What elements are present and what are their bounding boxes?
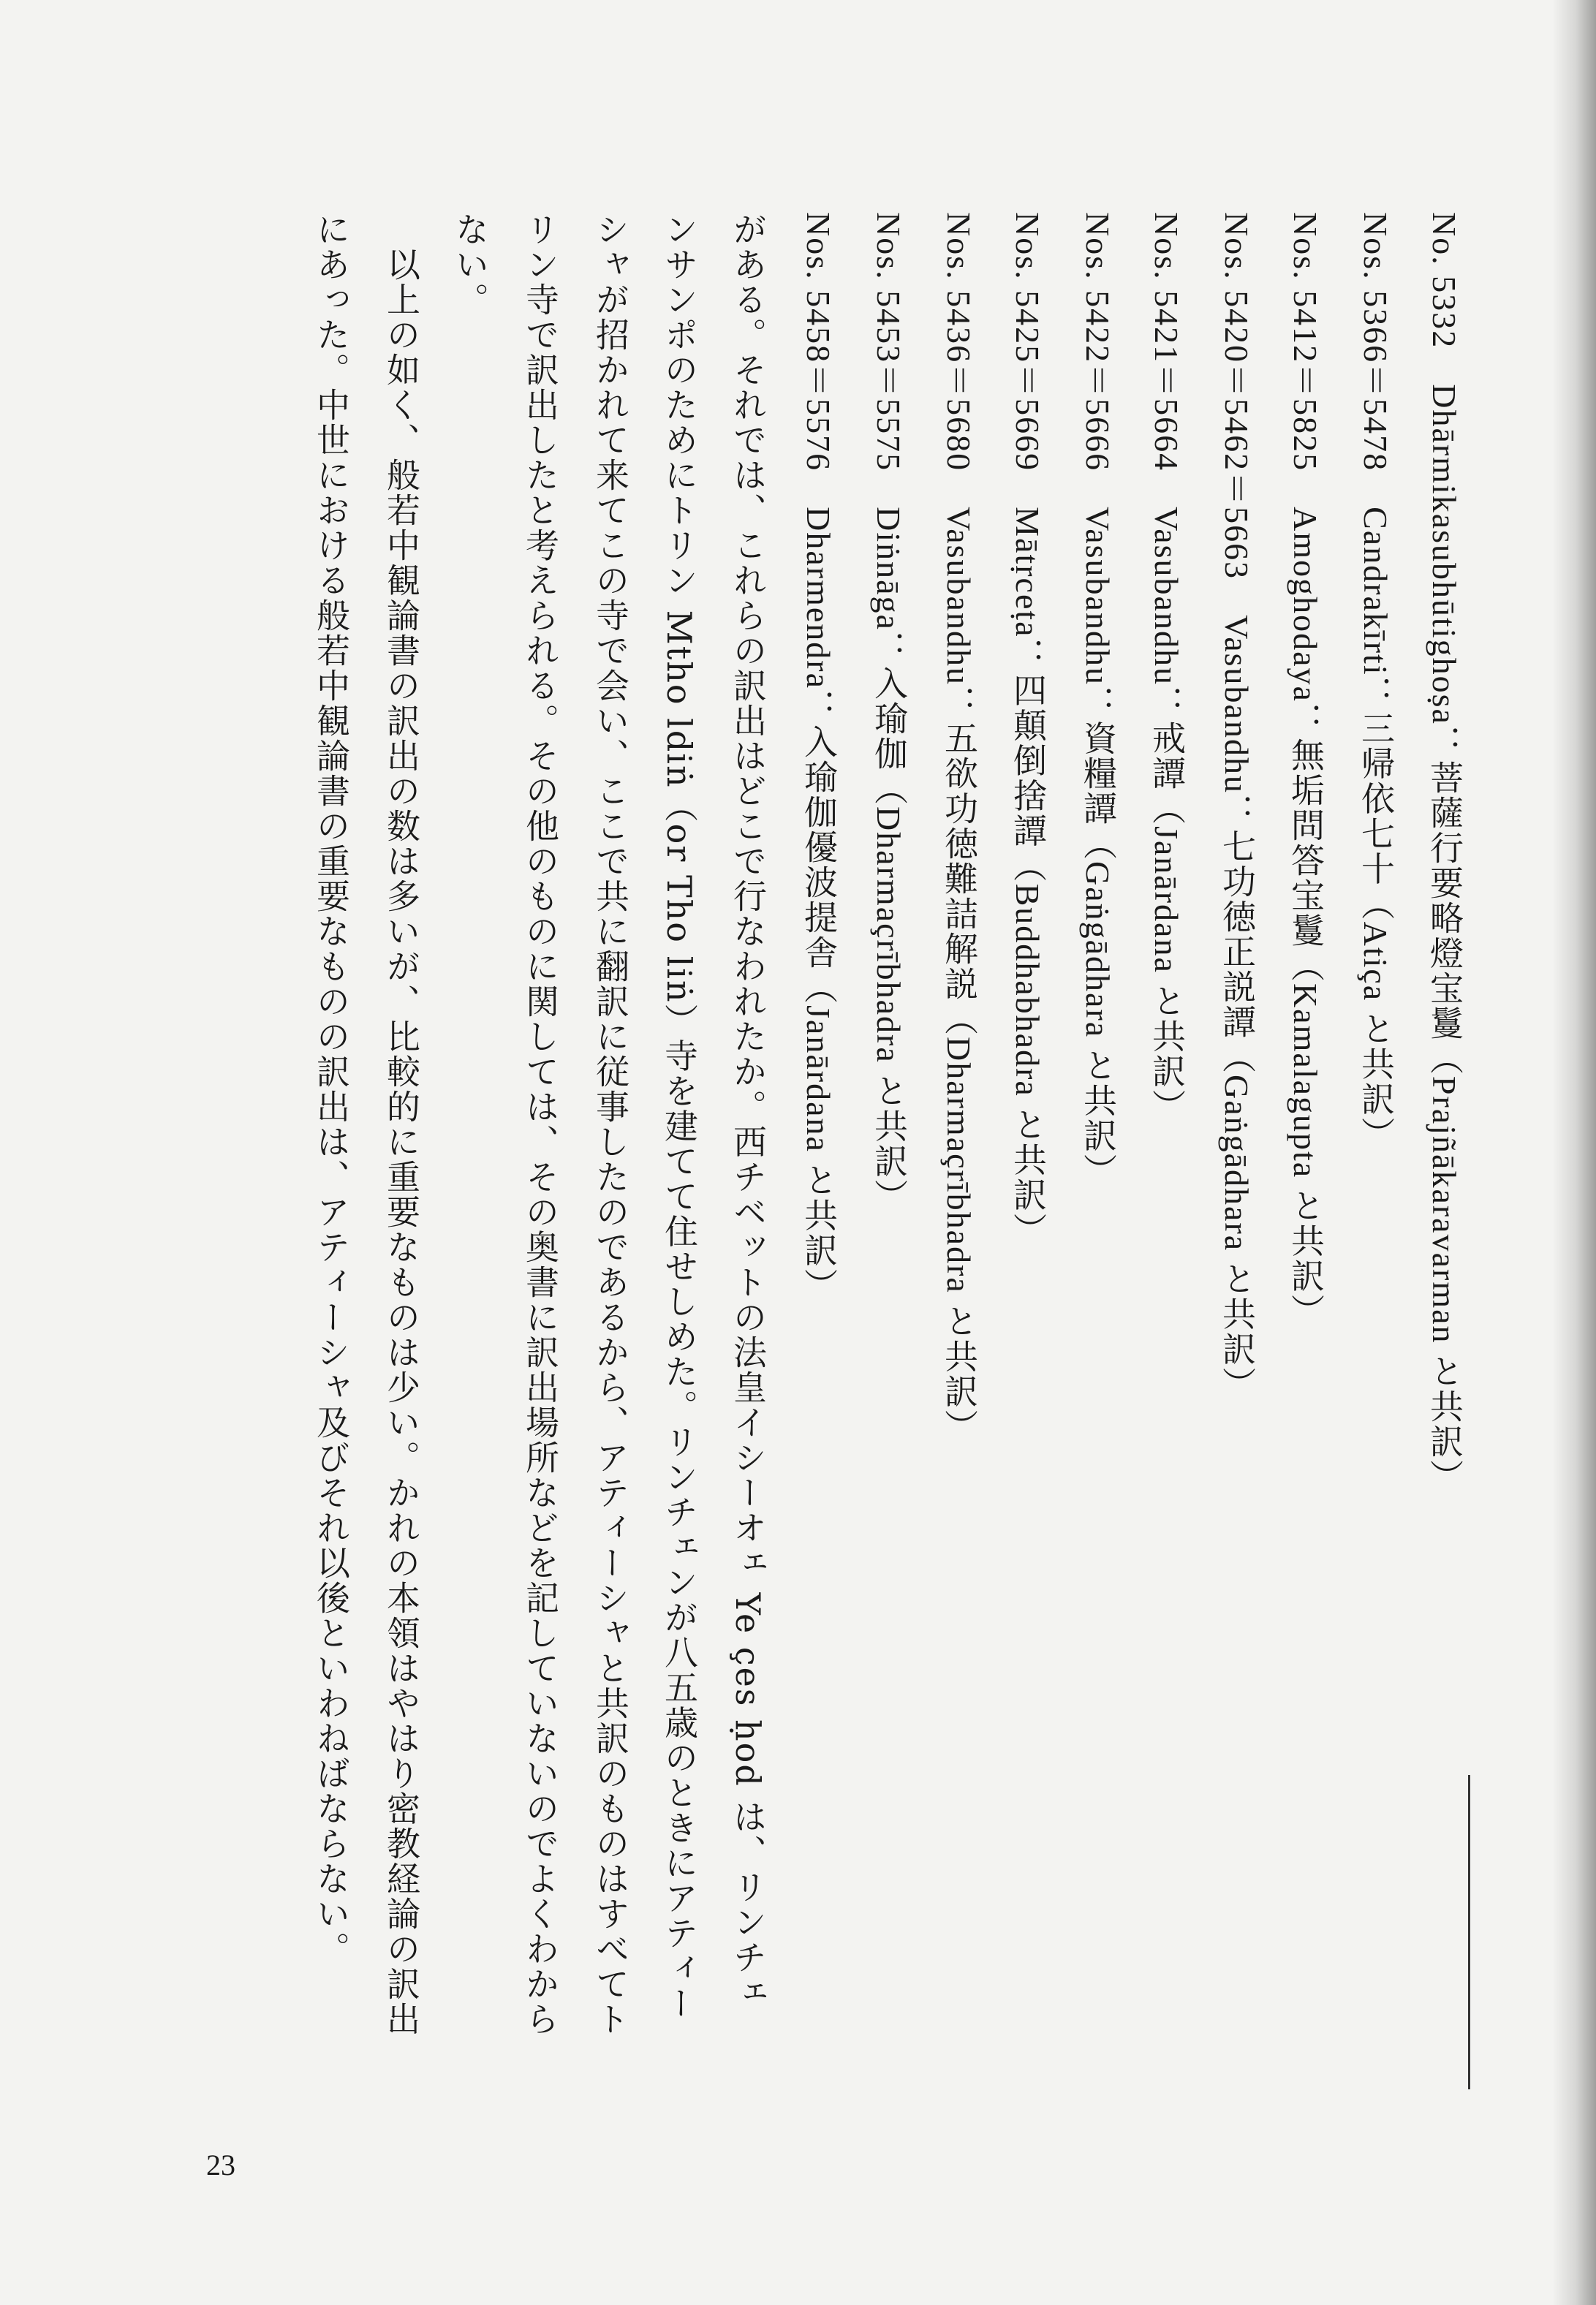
paragraph-2-line-1: 以上の如く、般若中観論書の訳出の数は多いが、比較的に重要なものは少い。かれの本領はやはり密教経論の訳出 — [382, 247, 421, 2037]
entry-5420: Nos. 5420＝5462＝5663 Vasubandhu：七功徳正説譚（Gaṅgādhara と共訳） — [1218, 212, 1255, 1402]
paragraph-1-line-3: シャが招かれて来てこの寺で会い、ここで共に翻訳に従事したのであるから、アティーシャと共訳のものはすべてト — [591, 212, 630, 2037]
entry-5425: Nos. 5425＝5669 Mātṛceṭa：四顛倒捨譚（Buddhabhadra と共訳） — [1009, 212, 1046, 1248]
paragraph-1-line-2: ンサンポのためにトリン Mtho ldiṅ（or Tho liṅ）寺を建てて住せしめた。リンチェンが八五歳のときにアティー — [659, 212, 699, 2021]
page-edge-shadow — [1552, 0, 1596, 2305]
paragraph-1-line-1: がある。それでは、これらの訳出はどこで行なわれたか。西チベットの法皇イシーオェ Ye çes ḥod は、リンチェ — [728, 212, 768, 2010]
entry-5453: Nos. 5453＝5575 Diṅnāga：入瑜伽（Dharmaçrībhadra と共訳） — [870, 212, 907, 1214]
handwritten-underline-mark — [1468, 1775, 1470, 2089]
entry-5436: Nos. 5436＝5680 Vasubandhu：五欲功徳難詰解説（Dharmaçrībhadra と共訳） — [940, 212, 977, 1445]
entry-5458: Nos. 5458＝5576 Dharmendra：入瑜伽優波提舎（Janārdana と共訳） — [800, 212, 837, 1303]
entry-5412: Nos. 5412＝5825 Amoghodaya：無垢問答宝鬘（Kamalagupta と共訳） — [1287, 212, 1324, 1329]
paragraph-1-line-5: ない。 — [450, 212, 490, 317]
entry-5421: Nos. 5421＝5664 Vasubandhu：戒譚（Janārdana と共訳） — [1148, 212, 1185, 1124]
paragraph-2-line-2: にあった。中世における般若中観論書の重要なものの訳出は、アティーシャ及びそれ以後といわねばならない。 — [311, 212, 351, 1967]
paragraph-1-line-4: リン寺で訳出したと考えられる。その他のものに関しては、その奥書に訳出場所などを記していないのでよくわから — [521, 212, 560, 2037]
entry-5332: No. 5332 Dhārmikasubhūtighoṣa：菩薩行要略燈宝鬘（Prajñākaravarman と共訳） — [1426, 212, 1463, 1495]
page-number: 23 — [206, 2149, 235, 2181]
entry-5422: Nos. 5422＝5666 Vasubandhu：資糧譚（Gaṅgādhara と共訳） — [1079, 212, 1116, 1189]
entry-5366: Nos. 5366＝5478 Candrakīrti：三帰依七十（Atiça と共訳） — [1357, 212, 1394, 1152]
